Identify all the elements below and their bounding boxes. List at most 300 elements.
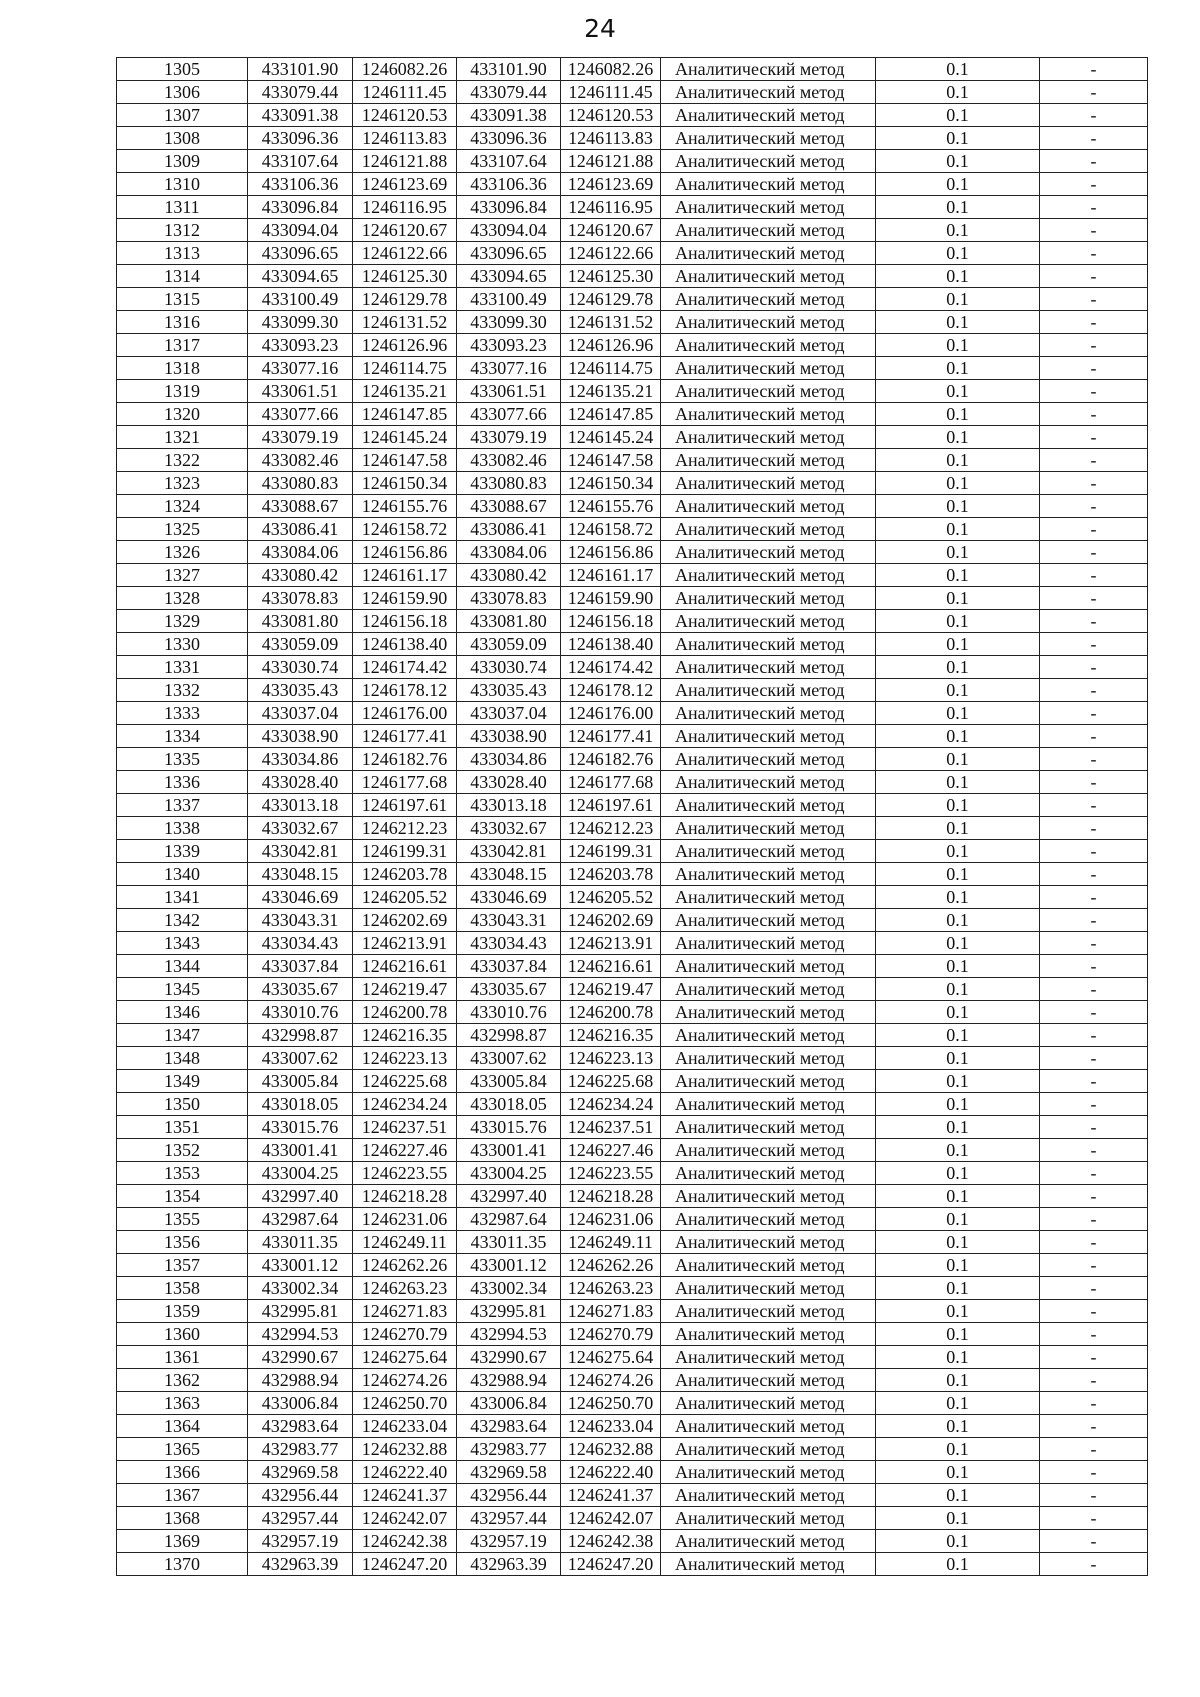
method-cell: Аналитический метод xyxy=(661,518,876,541)
y-existing-cell: 1246156.18 xyxy=(353,610,457,633)
point-number-cell: 1311 xyxy=(117,196,248,219)
point-number-cell: 1309 xyxy=(117,150,248,173)
note-cell: - xyxy=(1040,1024,1148,1047)
point-number-cell: 1308 xyxy=(117,127,248,150)
x-new-cell: 432963.39 xyxy=(457,1553,561,1576)
method-cell: Аналитический метод xyxy=(661,1346,876,1369)
method-cell: Аналитический метод xyxy=(661,817,876,840)
y-new-cell: 1246178.12 xyxy=(561,679,661,702)
accuracy-cell: 0.1 xyxy=(876,1553,1040,1576)
y-new-cell: 1246126.96 xyxy=(561,334,661,357)
x-new-cell: 433077.66 xyxy=(457,403,561,426)
method-cell: Аналитический метод xyxy=(661,1392,876,1415)
table-row xyxy=(117,1254,1148,1277)
accuracy-cell: 0.1 xyxy=(876,932,1040,955)
y-existing-cell: 1246161.17 xyxy=(353,564,457,587)
y-new-cell: 1246120.53 xyxy=(561,104,661,127)
accuracy-cell: 0.1 xyxy=(876,817,1040,840)
point-number-cell: 1312 xyxy=(117,219,248,242)
method-cell: Аналитический метод xyxy=(661,173,876,196)
method-cell: Аналитический метод xyxy=(661,1116,876,1139)
point-number-cell: 1322 xyxy=(117,449,248,472)
y-new-cell: 1246122.66 xyxy=(561,242,661,265)
accuracy-cell: 0.1 xyxy=(876,288,1040,311)
y-existing-cell: 1246270.79 xyxy=(353,1323,457,1346)
y-existing-cell: 1246156.86 xyxy=(353,541,457,564)
y-existing-cell: 1246135.21 xyxy=(353,380,457,403)
method-cell: Аналитический метод xyxy=(661,58,876,81)
table-row xyxy=(117,978,1148,1001)
y-existing-cell: 1246147.58 xyxy=(353,449,457,472)
method-cell: Аналитический метод xyxy=(661,771,876,794)
y-new-cell: 1246150.34 xyxy=(561,472,661,495)
x-existing-cell: 432995.81 xyxy=(248,1300,353,1323)
note-cell: - xyxy=(1040,909,1148,932)
x-new-cell: 433091.38 xyxy=(457,104,561,127)
method-cell: Аналитический метод xyxy=(661,702,876,725)
accuracy-cell: 0.1 xyxy=(876,1162,1040,1185)
table-row xyxy=(117,1001,1148,1024)
table-row xyxy=(117,1047,1148,1070)
x-existing-cell: 432956.44 xyxy=(248,1484,353,1507)
point-number-cell: 1320 xyxy=(117,403,248,426)
y-new-cell: 1246203.78 xyxy=(561,863,661,886)
x-new-cell: 433079.19 xyxy=(457,426,561,449)
table-row xyxy=(117,909,1148,932)
x-existing-cell: 433015.76 xyxy=(248,1116,353,1139)
x-new-cell: 433048.15 xyxy=(457,863,561,886)
point-number-cell: 1362 xyxy=(117,1369,248,1392)
x-existing-cell: 433086.41 xyxy=(248,518,353,541)
note-cell: - xyxy=(1040,173,1148,196)
x-existing-cell: 432983.77 xyxy=(248,1438,353,1461)
x-existing-cell: 433080.83 xyxy=(248,472,353,495)
y-existing-cell: 1246111.45 xyxy=(353,81,457,104)
method-cell: Аналитический метод xyxy=(661,150,876,173)
table-row xyxy=(117,1323,1148,1346)
point-number-cell: 1334 xyxy=(117,725,248,748)
table-row xyxy=(117,219,1148,242)
accuracy-cell: 0.1 xyxy=(876,1001,1040,1024)
point-number-cell: 1364 xyxy=(117,1415,248,1438)
point-number-cell: 1340 xyxy=(117,863,248,886)
x-new-cell: 432969.58 xyxy=(457,1461,561,1484)
method-cell: Аналитический метод xyxy=(661,955,876,978)
point-number-cell: 1365 xyxy=(117,1438,248,1461)
point-number-cell: 1359 xyxy=(117,1300,248,1323)
x-new-cell: 433018.05 xyxy=(457,1093,561,1116)
method-cell: Аналитический метод xyxy=(661,472,876,495)
y-new-cell: 1246234.24 xyxy=(561,1093,661,1116)
method-cell: Аналитический метод xyxy=(661,1185,876,1208)
x-new-cell: 433101.90 xyxy=(457,58,561,81)
x-new-cell: 432983.64 xyxy=(457,1415,561,1438)
y-existing-cell: 1246241.37 xyxy=(353,1484,457,1507)
point-number-cell: 1343 xyxy=(117,932,248,955)
table-body xyxy=(117,58,1148,1576)
y-new-cell: 1246138.40 xyxy=(561,633,661,656)
note-cell: - xyxy=(1040,1231,1148,1254)
x-new-cell: 433010.76 xyxy=(457,1001,561,1024)
y-new-cell: 1246111.45 xyxy=(561,81,661,104)
x-existing-cell: 433077.16 xyxy=(248,357,353,380)
method-cell: Аналитический метод xyxy=(661,1208,876,1231)
table-row xyxy=(117,679,1148,702)
y-new-cell: 1246182.76 xyxy=(561,748,661,771)
point-number-cell: 1306 xyxy=(117,81,248,104)
method-cell: Аналитический метод xyxy=(661,1415,876,1438)
x-existing-cell: 433007.62 xyxy=(248,1047,353,1070)
method-cell: Аналитический метод xyxy=(661,1093,876,1116)
note-cell: - xyxy=(1040,541,1148,564)
y-existing-cell: 1246227.46 xyxy=(353,1139,457,1162)
accuracy-cell: 0.1 xyxy=(876,1231,1040,1254)
y-new-cell: 1246247.20 xyxy=(561,1553,661,1576)
point-number-cell: 1333 xyxy=(117,702,248,725)
x-existing-cell: 432998.87 xyxy=(248,1024,353,1047)
note-cell: - xyxy=(1040,1461,1148,1484)
note-cell: - xyxy=(1040,1254,1148,1277)
note-cell: - xyxy=(1040,426,1148,449)
x-existing-cell: 433059.09 xyxy=(248,633,353,656)
accuracy-cell: 0.1 xyxy=(876,564,1040,587)
point-number-cell: 1329 xyxy=(117,610,248,633)
table-row xyxy=(117,403,1148,426)
x-new-cell: 433100.49 xyxy=(457,288,561,311)
table-row xyxy=(117,1208,1148,1231)
accuracy-cell: 0.1 xyxy=(876,265,1040,288)
y-existing-cell: 1246147.85 xyxy=(353,403,457,426)
y-new-cell: 1246197.61 xyxy=(561,794,661,817)
accuracy-cell: 0.1 xyxy=(876,242,1040,265)
note-cell: - xyxy=(1040,978,1148,1001)
method-cell: Аналитический метод xyxy=(661,633,876,656)
point-number-cell: 1367 xyxy=(117,1484,248,1507)
x-new-cell: 433035.67 xyxy=(457,978,561,1001)
method-cell: Аналитический метод xyxy=(661,449,876,472)
y-new-cell: 1246219.47 xyxy=(561,978,661,1001)
note-cell: - xyxy=(1040,633,1148,656)
table-row xyxy=(117,1116,1148,1139)
note-cell: - xyxy=(1040,1139,1148,1162)
note-cell: - xyxy=(1040,1208,1148,1231)
note-cell: - xyxy=(1040,242,1148,265)
method-cell: Аналитический метод xyxy=(661,495,876,518)
table-row xyxy=(117,1346,1148,1369)
x-new-cell: 433030.74 xyxy=(457,656,561,679)
x-new-cell: 433084.06 xyxy=(457,541,561,564)
y-new-cell: 1246161.17 xyxy=(561,564,661,587)
x-new-cell: 433082.46 xyxy=(457,449,561,472)
method-cell: Аналитический метод xyxy=(661,334,876,357)
accuracy-cell: 0.1 xyxy=(876,702,1040,725)
y-existing-cell: 1246216.35 xyxy=(353,1024,457,1047)
note-cell: - xyxy=(1040,1346,1148,1369)
x-new-cell: 432957.44 xyxy=(457,1507,561,1530)
accuracy-cell: 0.1 xyxy=(876,150,1040,173)
accuracy-cell: 0.1 xyxy=(876,1093,1040,1116)
point-number-cell: 1352 xyxy=(117,1139,248,1162)
accuracy-cell: 0.1 xyxy=(876,495,1040,518)
y-existing-cell: 1246150.34 xyxy=(353,472,457,495)
x-existing-cell: 433106.36 xyxy=(248,173,353,196)
method-cell: Аналитический метод xyxy=(661,426,876,449)
y-new-cell: 1246135.21 xyxy=(561,380,661,403)
method-cell: Аналитический метод xyxy=(661,265,876,288)
y-existing-cell: 1246176.00 xyxy=(353,702,457,725)
y-existing-cell: 1246212.23 xyxy=(353,817,457,840)
table-row xyxy=(117,702,1148,725)
note-cell: - xyxy=(1040,1162,1148,1185)
method-cell: Аналитический метод xyxy=(661,978,876,1001)
method-cell: Аналитический метод xyxy=(661,1484,876,1507)
note-cell: - xyxy=(1040,288,1148,311)
accuracy-cell: 0.1 xyxy=(876,840,1040,863)
y-existing-cell: 1246203.78 xyxy=(353,863,457,886)
y-existing-cell: 1246202.69 xyxy=(353,909,457,932)
y-existing-cell: 1246155.76 xyxy=(353,495,457,518)
y-new-cell: 1246116.95 xyxy=(561,196,661,219)
x-new-cell: 433007.62 xyxy=(457,1047,561,1070)
y-existing-cell: 1246159.90 xyxy=(353,587,457,610)
y-existing-cell: 1246114.75 xyxy=(353,357,457,380)
y-new-cell: 1246177.41 xyxy=(561,725,661,748)
y-new-cell: 1246271.83 xyxy=(561,1300,661,1323)
point-number-cell: 1313 xyxy=(117,242,248,265)
point-number-cell: 1326 xyxy=(117,541,248,564)
note-cell: - xyxy=(1040,840,1148,863)
accuracy-cell: 0.1 xyxy=(876,978,1040,1001)
point-number-cell: 1305 xyxy=(117,58,248,81)
x-existing-cell: 433100.49 xyxy=(248,288,353,311)
table-row xyxy=(117,1185,1148,1208)
accuracy-cell: 0.1 xyxy=(876,1139,1040,1162)
x-existing-cell: 433032.67 xyxy=(248,817,353,840)
y-new-cell: 1246205.52 xyxy=(561,886,661,909)
method-cell: Аналитический метод xyxy=(661,564,876,587)
note-cell: - xyxy=(1040,1415,1148,1438)
accuracy-cell: 0.1 xyxy=(876,1185,1040,1208)
method-cell: Аналитический метод xyxy=(661,1231,876,1254)
x-new-cell: 433086.41 xyxy=(457,518,561,541)
y-existing-cell: 1246233.04 xyxy=(353,1415,457,1438)
x-new-cell: 432998.87 xyxy=(457,1024,561,1047)
note-cell: - xyxy=(1040,564,1148,587)
x-new-cell: 433032.67 xyxy=(457,817,561,840)
y-existing-cell: 1246237.51 xyxy=(353,1116,457,1139)
method-cell: Аналитический метод xyxy=(661,380,876,403)
x-existing-cell: 433043.31 xyxy=(248,909,353,932)
table-row xyxy=(117,472,1148,495)
x-new-cell: 433046.69 xyxy=(457,886,561,909)
table-row xyxy=(117,311,1148,334)
x-existing-cell: 432987.64 xyxy=(248,1208,353,1231)
method-cell: Аналитический метод xyxy=(661,127,876,150)
accuracy-cell: 0.1 xyxy=(876,58,1040,81)
method-cell: Аналитический метод xyxy=(661,81,876,104)
accuracy-cell: 0.1 xyxy=(876,1530,1040,1553)
y-new-cell: 1246250.70 xyxy=(561,1392,661,1415)
note-cell: - xyxy=(1040,265,1148,288)
accuracy-cell: 0.1 xyxy=(876,1392,1040,1415)
point-number-cell: 1357 xyxy=(117,1254,248,1277)
y-existing-cell: 1246219.47 xyxy=(353,978,457,1001)
table-row xyxy=(117,81,1148,104)
y-new-cell: 1246270.79 xyxy=(561,1323,661,1346)
y-existing-cell: 1246129.78 xyxy=(353,288,457,311)
y-new-cell: 1246223.55 xyxy=(561,1162,661,1185)
y-existing-cell: 1246122.66 xyxy=(353,242,457,265)
table-row xyxy=(117,610,1148,633)
accuracy-cell: 0.1 xyxy=(876,1507,1040,1530)
accuracy-cell: 0.1 xyxy=(876,679,1040,702)
point-number-cell: 1345 xyxy=(117,978,248,1001)
x-new-cell: 433096.65 xyxy=(457,242,561,265)
y-new-cell: 1246145.24 xyxy=(561,426,661,449)
note-cell: - xyxy=(1040,1323,1148,1346)
x-existing-cell: 433061.51 xyxy=(248,380,353,403)
accuracy-cell: 0.1 xyxy=(876,1116,1040,1139)
x-new-cell: 433043.31 xyxy=(457,909,561,932)
note-cell: - xyxy=(1040,748,1148,771)
accuracy-cell: 0.1 xyxy=(876,426,1040,449)
x-new-cell: 432956.44 xyxy=(457,1484,561,1507)
point-number-cell: 1310 xyxy=(117,173,248,196)
table-row xyxy=(117,1392,1148,1415)
y-existing-cell: 1246275.64 xyxy=(353,1346,457,1369)
x-new-cell: 432957.19 xyxy=(457,1530,561,1553)
note-cell: - xyxy=(1040,1001,1148,1024)
x-new-cell: 433059.09 xyxy=(457,633,561,656)
point-number-cell: 1317 xyxy=(117,334,248,357)
point-number-cell: 1342 xyxy=(117,909,248,932)
y-existing-cell: 1246113.83 xyxy=(353,127,457,150)
point-number-cell: 1369 xyxy=(117,1530,248,1553)
method-cell: Аналитический метод xyxy=(661,679,876,702)
x-new-cell: 433077.16 xyxy=(457,357,561,380)
point-number-cell: 1316 xyxy=(117,311,248,334)
accuracy-cell: 0.1 xyxy=(876,357,1040,380)
y-new-cell: 1246131.52 xyxy=(561,311,661,334)
x-existing-cell: 433035.43 xyxy=(248,679,353,702)
method-cell: Аналитический метод xyxy=(661,1369,876,1392)
table-row xyxy=(117,1231,1148,1254)
method-cell: Аналитический метод xyxy=(661,242,876,265)
table-row xyxy=(117,886,1148,909)
x-existing-cell: 433035.67 xyxy=(248,978,353,1001)
table-row xyxy=(117,1415,1148,1438)
point-number-cell: 1307 xyxy=(117,104,248,127)
accuracy-cell: 0.1 xyxy=(876,380,1040,403)
y-existing-cell: 1246250.70 xyxy=(353,1392,457,1415)
accuracy-cell: 0.1 xyxy=(876,1415,1040,1438)
y-existing-cell: 1246234.24 xyxy=(353,1093,457,1116)
method-cell: Аналитический метод xyxy=(661,541,876,564)
accuracy-cell: 0.1 xyxy=(876,1070,1040,1093)
accuracy-cell: 0.1 xyxy=(876,1047,1040,1070)
y-existing-cell: 1246205.52 xyxy=(353,886,457,909)
note-cell: - xyxy=(1040,1369,1148,1392)
note-cell: - xyxy=(1040,357,1148,380)
table-row xyxy=(117,1461,1148,1484)
y-new-cell: 1246233.04 xyxy=(561,1415,661,1438)
x-new-cell: 433038.90 xyxy=(457,725,561,748)
method-cell: Аналитический метод xyxy=(661,1001,876,1024)
x-existing-cell: 432997.40 xyxy=(248,1185,353,1208)
table-row xyxy=(117,1139,1148,1162)
y-new-cell: 1246242.07 xyxy=(561,1507,661,1530)
x-new-cell: 433005.84 xyxy=(457,1070,561,1093)
table-row xyxy=(117,587,1148,610)
x-new-cell: 433034.86 xyxy=(457,748,561,771)
x-new-cell: 433002.34 xyxy=(457,1277,561,1300)
y-existing-cell: 1246232.88 xyxy=(353,1438,457,1461)
table-row xyxy=(117,518,1148,541)
y-new-cell: 1246237.51 xyxy=(561,1116,661,1139)
method-cell: Аналитический метод xyxy=(661,403,876,426)
y-existing-cell: 1246225.68 xyxy=(353,1070,457,1093)
method-cell: Аналитический метод xyxy=(661,1461,876,1484)
coordinates-table xyxy=(116,57,1148,1576)
page-number: 24 xyxy=(584,14,616,43)
method-cell: Аналитический метод xyxy=(661,1530,876,1553)
y-existing-cell: 1246177.68 xyxy=(353,771,457,794)
x-existing-cell: 433046.69 xyxy=(248,886,353,909)
y-existing-cell: 1246231.06 xyxy=(353,1208,457,1231)
table-row xyxy=(117,334,1148,357)
table-row xyxy=(117,1530,1148,1553)
accuracy-cell: 0.1 xyxy=(876,472,1040,495)
table-row xyxy=(117,173,1148,196)
y-existing-cell: 1246121.88 xyxy=(353,150,457,173)
point-number-cell: 1353 xyxy=(117,1162,248,1185)
accuracy-cell: 0.1 xyxy=(876,173,1040,196)
point-number-cell: 1328 xyxy=(117,587,248,610)
method-cell: Аналитический метод xyxy=(661,288,876,311)
table-row xyxy=(117,1438,1148,1461)
note-cell: - xyxy=(1040,1047,1148,1070)
note-cell: - xyxy=(1040,403,1148,426)
x-new-cell: 433096.84 xyxy=(457,196,561,219)
x-existing-cell: 433080.42 xyxy=(248,564,353,587)
y-existing-cell: 1246200.78 xyxy=(353,1001,457,1024)
y-existing-cell: 1246125.30 xyxy=(353,265,457,288)
y-new-cell: 1246129.78 xyxy=(561,288,661,311)
note-cell: - xyxy=(1040,886,1148,909)
y-existing-cell: 1246242.07 xyxy=(353,1507,457,1530)
x-existing-cell: 433028.40 xyxy=(248,771,353,794)
y-new-cell: 1246200.78 xyxy=(561,1001,661,1024)
table-row xyxy=(117,288,1148,311)
x-new-cell: 432995.81 xyxy=(457,1300,561,1323)
y-existing-cell: 1246218.28 xyxy=(353,1185,457,1208)
point-number-cell: 1314 xyxy=(117,265,248,288)
method-cell: Аналитический метод xyxy=(661,1323,876,1346)
x-existing-cell: 433013.18 xyxy=(248,794,353,817)
x-new-cell: 433078.83 xyxy=(457,587,561,610)
accuracy-cell: 0.1 xyxy=(876,1438,1040,1461)
point-number-cell: 1324 xyxy=(117,495,248,518)
table-row xyxy=(117,1024,1148,1047)
point-number-cell: 1354 xyxy=(117,1185,248,1208)
x-new-cell: 433042.81 xyxy=(457,840,561,863)
point-number-cell: 1325 xyxy=(117,518,248,541)
y-new-cell: 1246156.86 xyxy=(561,541,661,564)
y-existing-cell: 1246262.26 xyxy=(353,1254,457,1277)
method-cell: Аналитический метод xyxy=(661,1438,876,1461)
y-new-cell: 1246147.58 xyxy=(561,449,661,472)
x-existing-cell: 432957.19 xyxy=(248,1530,353,1553)
